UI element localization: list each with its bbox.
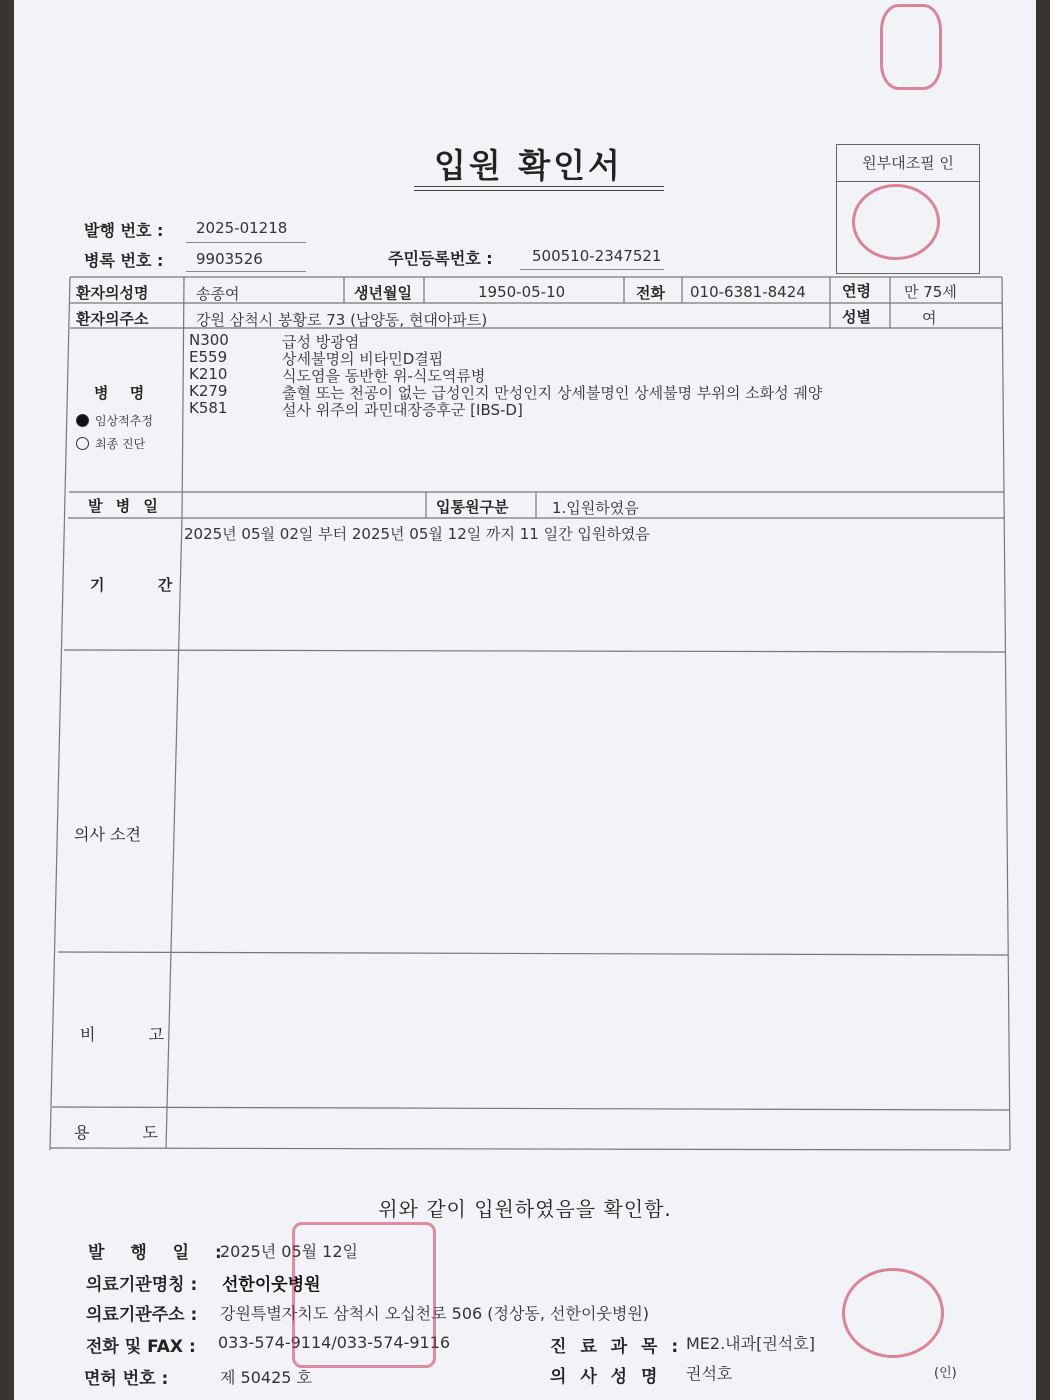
period-label: 기 간 xyxy=(90,576,197,594)
onset-label: 발 병 일 xyxy=(88,497,162,515)
radio-empty-icon xyxy=(76,437,89,450)
dx-name: 식도염을 동반한 위-식도역류병 xyxy=(282,367,486,385)
department: ME2.내과[권석호] xyxy=(686,1334,815,1353)
phone-fax: 033-574-9114/033-574-9116 xyxy=(218,1333,451,1352)
institution-name: 선한이웃병원 xyxy=(222,1275,321,1295)
dx-code: K279 xyxy=(189,382,228,400)
doctor-name: 권석호 xyxy=(686,1364,733,1383)
form-grid xyxy=(14,0,1036,1400)
institution-label: 의료기관명칭 : xyxy=(86,1275,198,1295)
document-title: 입원 확인서 xyxy=(434,146,623,185)
patient-name-label: 환자의성명 xyxy=(76,284,149,302)
document-page xyxy=(14,0,1036,1400)
issue-no: 2025-01218 xyxy=(196,219,288,237)
phone-fax-label: 전화 및 FAX : xyxy=(86,1337,196,1357)
radio-filled-icon xyxy=(76,414,89,427)
phone-label: 전화 xyxy=(636,284,665,302)
license-no: 제 50425 호 xyxy=(220,1368,312,1387)
rrn-label: 주민등록번호 : xyxy=(388,249,493,268)
dx-code: K210 xyxy=(189,365,228,383)
period-text: 2025년 05월 02일 부터 2025년 05월 12일 까지 11 일간 입원하였음 xyxy=(184,525,650,543)
dx-code: E559 xyxy=(189,348,228,366)
admission-type-label: 입통원구분 xyxy=(436,498,509,516)
inst-address-label: 의료기관주소 : xyxy=(86,1305,198,1325)
dx-code: N300 xyxy=(189,331,229,349)
confirmation-text: 위와 같이 입원하였음을 확인함. xyxy=(378,1197,672,1221)
admission-type: 1.입원하였음 xyxy=(552,499,639,517)
opinion-label: 의사 소견 xyxy=(74,825,141,844)
record-no: 9903526 xyxy=(196,250,263,268)
record-no-label: 병록 번호 : xyxy=(84,251,164,270)
license-label: 면허 번호 : xyxy=(84,1369,169,1389)
sex-label: 성별 xyxy=(842,308,871,326)
purpose-label: 용 도 xyxy=(74,1123,182,1142)
approval-label: 원부대조필 인 xyxy=(837,145,979,182)
issue-no-label: 발행 번호 : xyxy=(84,221,164,240)
department-label: 진 료 과 목 : xyxy=(550,1337,683,1357)
sex-value: 여 xyxy=(922,309,937,327)
address-label: 환자의주소 xyxy=(76,310,149,328)
hospital-seal-stamp xyxy=(292,1222,436,1368)
inst-address: 강원특별자치도 삼척시 오십천로 506 (정상동, 선한이웃병원) xyxy=(220,1304,650,1323)
seal-mark: (인) xyxy=(934,1366,957,1381)
option-clinical: 임상적추정 xyxy=(76,410,153,429)
dx-name: 설사 위주의 과민대장증후군 [IBS-D] xyxy=(282,401,523,419)
doctor-label: 의 사 성 명 xyxy=(550,1367,662,1387)
patient-name: 송종여 xyxy=(196,285,240,303)
birth-date: 1950-05-10 xyxy=(478,283,566,301)
rrn-value: 500510-2347521 xyxy=(532,247,662,265)
issue-date-label: 발 행 일 : xyxy=(88,1243,232,1263)
age-label: 연령 xyxy=(842,282,871,300)
dx-name: 급성 방광염 xyxy=(282,333,360,351)
dx-name: 상세불명의 비타민D결핍 xyxy=(282,350,444,368)
age-value: 만 75세 xyxy=(904,283,957,301)
diagnosis-label: 병 명 xyxy=(94,384,153,402)
remarks-label: 비 고 xyxy=(80,1025,188,1044)
doctor-seal-stamp xyxy=(842,1268,944,1358)
issue-date: 2025년 05월 12일 xyxy=(220,1242,358,1261)
dx-code: K581 xyxy=(189,399,228,417)
phone-number: 010-6381-8424 xyxy=(690,283,806,301)
address-value: 강원 삼척시 봉황로 73 (남양동, 현대아파트) xyxy=(196,311,488,329)
dx-name: 출혈 또는 천공이 없는 급성인지 만성인지 상세불명인 상세불명 부위의 소화성 궤양 xyxy=(282,384,823,402)
birth-label: 생년월일 xyxy=(354,284,412,302)
option-final: 최종 진단 xyxy=(76,433,145,452)
